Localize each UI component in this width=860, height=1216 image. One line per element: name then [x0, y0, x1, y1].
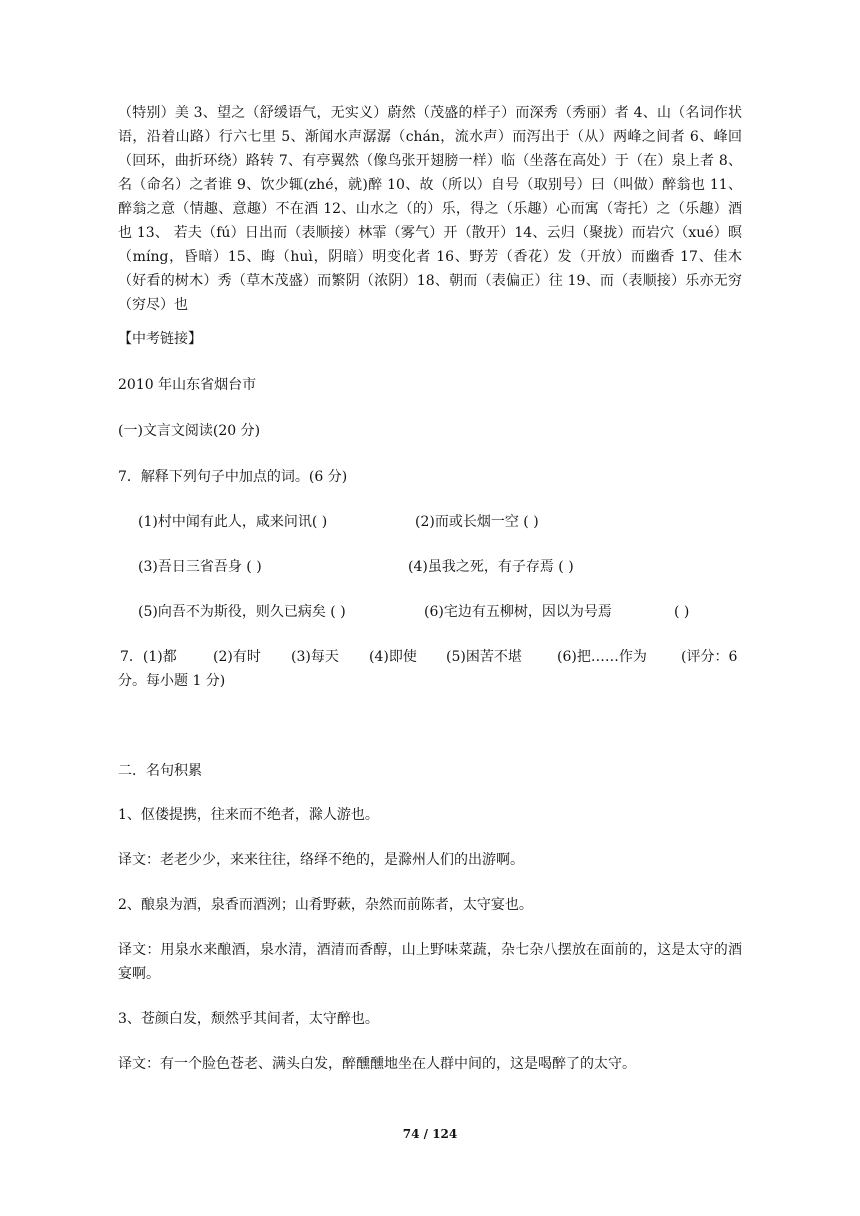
translation-1: 译文：老老少少，来来往往，络绎不绝的，是滁州人们的出游啊。 — [118, 852, 524, 868]
answer-6: (6)把……作为 — [557, 649, 647, 665]
answer-1: 7．(1)都 — [120, 649, 177, 665]
sub-item-5: (5)向吾不为斯役，则久已病矣 ( ) — [138, 604, 346, 620]
answer-scoring-note: 分。每小题 1 分) — [118, 673, 226, 689]
exam-source: 2010 年山东省烟台市 — [118, 377, 257, 393]
answer-5: (5)困苦不堪 — [446, 649, 522, 665]
section-one-heading: (一)文言文阅读(20 分) — [118, 423, 261, 439]
section-two-heading: 二．名句积累 — [118, 763, 202, 779]
exam-link-heading: 【中考链接】 — [118, 331, 202, 347]
quote-3: 3、苍颜白发，颓然乎其间者，太守醉也。 — [118, 1011, 379, 1027]
quote-1: 1、伛偻提携，往来而不绝者，滁人游也。 — [118, 807, 379, 823]
translation-3: 译文：有一个脸色苍老、满头白发，醉醺醺地坐在人群中间的，这是喝醉了的太守。 — [118, 1056, 636, 1072]
answer-2: (2)有时 — [213, 649, 261, 665]
annotation-paragraph: （特别）美 3、望之（舒缓语气，无实义）蔚然（茂盛的样子）而深秀（秀丽）者 4、山（名词作状语，沿着山路）行六七里 5、渐闻水声潺潺（chán，流水声）而泻出于（从）两峰之间者 6、峰回（回环，曲折环绕）路转 7、有亭翼然（像鸟张开翅膀一样）临（坐落在高处）于（在）泉上者 8、名（命名）之者谁 9、饮少辄(zhé，就)醉 10、故（所以）自号（取别号）曰（叫做）醉翁也 11、醉翁之意（情趣、意趣）不在酒 12、山水之（的）乐，得之（乐趣）心而寓（寄托）之（乐趣）酒也 13、 若夫（fú）日出而（表顺接）林霏（雾气）开（散开）14、云归（聚拢）而岩穴（xué）暝（míng，昏暗）15、晦（huì，阴暗）明变化者 16、野芳（香花）发（开放）而幽香 17、佳木（好看的树木）秀（草木茂盛）而繁阴（浓阴）18、朝而（表偏正）往 19、而（表顺接）乐亦无穷（穷尽）也 — [118, 105, 742, 313]
question-7: 7．解释下列句子中加点的词。(6 分) — [118, 469, 348, 485]
answer-4: (4)即使 — [369, 649, 417, 665]
sub-item-3: (3)吾日三省吾身 ( ) — [138, 559, 262, 575]
sub-item-4: (4)虽我之死，有子存焉 ( ) — [408, 559, 574, 575]
page-number: 74 / 124 — [402, 1127, 458, 1141]
sub-item-6: (6)宅边有五柳树，因以为号焉 — [424, 604, 612, 620]
sub-item-6-blank: ( ) — [674, 604, 690, 620]
sub-item-1: (1)村中闻有此人，咸来问讯( ) — [138, 514, 328, 530]
answer-3: (3)每天 — [291, 649, 339, 665]
quote-2: 2、酿泉为酒，泉香而酒洌；山肴野蔌，杂然而前陈者，太守宴也。 — [118, 897, 533, 913]
answer-7: (评分：6 — [681, 649, 738, 665]
translation-2: 译文：用泉水来酿酒，泉水清，酒清而香醇，山上野味菜蔬，杂七杂八摆放在面前的，这是太守的酒宴啊。 — [118, 942, 742, 982]
sub-item-2: (2)而或长烟一空 ( ) — [415, 514, 539, 530]
